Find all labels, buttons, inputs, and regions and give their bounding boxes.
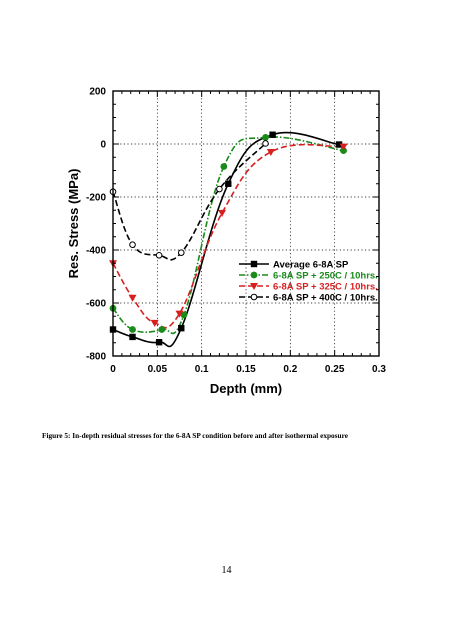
y-tick-label: -400: [85, 245, 106, 257]
x-tick-label: 0.05: [147, 364, 168, 375]
data-point-series-3: [267, 149, 275, 156]
data-point-series-1: [178, 325, 184, 331]
data-point-series-1: [156, 339, 162, 345]
x-tick-label: 0.2: [283, 364, 298, 375]
data-point-series-2: [158, 326, 165, 333]
legend-label-2: 6-8A SP + 250C / 10hrs.: [273, 270, 378, 282]
legend-label-3: 6-8A SP + 325C / 10hrs.: [273, 281, 378, 293]
legend-marker-2: [251, 272, 258, 279]
series-markers: [109, 132, 348, 346]
series-line-2: [113, 137, 344, 334]
series-line-4: [113, 143, 266, 259]
data-point-series-4: [156, 253, 162, 259]
x-tick-label: 0.15: [236, 364, 256, 375]
data-point-series-2: [220, 163, 227, 170]
data-point-series-1: [269, 132, 275, 138]
figure-caption: Figure 5: In-depth residual stresses for the 6-8A SP condition before and after isothermal exposure: [42, 431, 348, 440]
legend-marker-4: [251, 294, 257, 300]
data-point-series-1: [225, 181, 231, 187]
y-tick-labels: [86, 87, 106, 363]
series-curves: [113, 133, 344, 347]
x-tick-labels: [110, 364, 386, 375]
x-tick-label: 0.25: [324, 364, 345, 375]
y-tick-label: -600: [85, 298, 106, 310]
data-point-series-2: [129, 326, 136, 333]
data-point-series-3: [218, 210, 226, 217]
x-tick-label: 0.3: [372, 364, 386, 375]
data-point-series-4: [263, 141, 269, 147]
data-point-series-4: [217, 186, 223, 192]
y-tick-label: 200: [89, 86, 106, 98]
legend-label-1: Average 6-8A SP: [273, 259, 349, 271]
y-tick-label: -800: [85, 351, 106, 363]
legend-marker-1: [251, 261, 257, 267]
data-point-series-2: [262, 134, 269, 141]
x-tick-label: 0.1: [194, 364, 209, 375]
x-tick-label: 0: [110, 364, 116, 375]
data-point-series-4: [130, 242, 136, 248]
x-axis-title: Depth (mm): [209, 381, 283, 396]
legend-label-4: 6-8A SP + 400C / 10hrs.: [273, 292, 378, 304]
page-number: 14: [221, 565, 232, 576]
y-tick-label: -200: [85, 192, 106, 204]
y-tick-label: 0: [100, 139, 106, 151]
data-point-series-4: [178, 250, 184, 256]
grid-lines: [113, 91, 379, 356]
data-point-series-1: [129, 334, 135, 340]
y-axis-title: Res. Stress (MPa): [66, 168, 81, 279]
legend: [239, 260, 378, 304]
data-point-series-3: [129, 295, 137, 302]
